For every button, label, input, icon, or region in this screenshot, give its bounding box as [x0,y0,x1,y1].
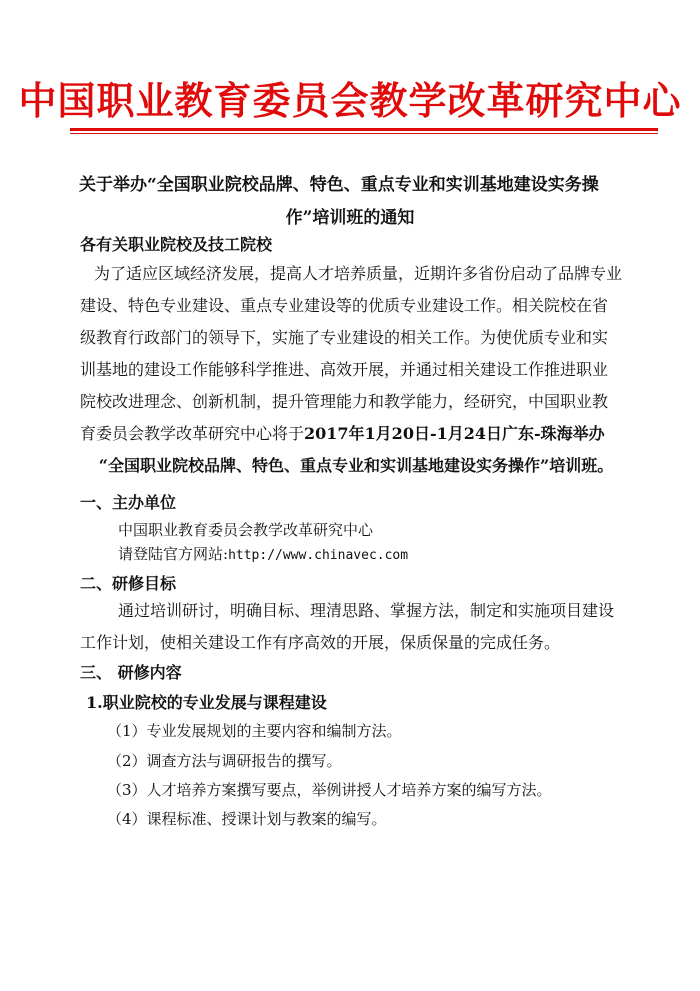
intro-line: 院校改进理念、创新机制，提升管理能力和教学能力，经研究，中国职业教 [80,392,609,411]
section2-heading: 二、研修目标 [80,574,177,593]
intro-line-6 [80,418,632,450]
event-title: “全国职业院校品牌、特色、重点专业和实训基地建设实务操作” [98,456,550,475]
section3-heading: 三、 研修内容 [80,663,182,682]
masthead-rule-thin [70,133,658,134]
masthead-rule-thick [70,128,658,131]
intro-line: 训基地的建设工作能够科学推进、高效开展，并通过相关建设工作推进职业 [80,360,609,379]
content-item: （2）调查方法与调研报告的撰写。 [107,752,342,770]
intro-line-6-text: 育委员会教学改革研究中心将于 [80,424,305,443]
section1-org: 中国职业教育委员会教学改革研究中心 [118,521,374,539]
site-label: 请登陆官方网站: [118,545,229,563]
notice-title-line2: 作”培训班的通知 [285,208,415,228]
intro-line: 为了适应区域经济发展，提高人才培养质量，近期许多省份启动了品牌专业 [94,264,623,283]
section2-line1: 通过培训研讨，明确目标、理清思路、掌握方法，制定和实施项目建设 [118,601,615,620]
content-item: （1）专业发展规划的主要内容和编制方法。 [107,722,402,740]
event-suffix: 培训班。 [549,456,614,475]
section1-site [118,542,408,568]
salutation: 各有关职业院校及技工院校 [80,235,273,254]
intro-paragraph [80,258,632,482]
content-item: （4）课程标准、授课计划与教案的编写。 [107,810,387,828]
notice-title-line1: 关于举办“全国职业院校品牌、特色、重点专业和实训基地建设实务操 [79,175,599,195]
site-url-link[interactable]: http://www.chinavec.com [228,548,409,563]
section3-sub1-heading: 1.职业院校的专业发展与课程建设 [86,693,327,712]
intro-line-7 [80,450,632,482]
intro-line: 建设、特色专业建设、重点专业建设等的优质专业建设工作。相关院校在省 [80,296,609,315]
event-dates: 2017年1月20日-1月24日广东-珠海举办 [304,424,605,443]
intro-line: 级教育行政部门的领导下，实施了专业建设的相关工作。为使优质专业和实 [80,328,609,347]
masthead-org-name: 中国职业教育委员会教学改革研究中心 [18,79,682,123]
section1-heading: 一、主办单位 [80,493,177,512]
content-item: （3）人才培养方案撰写要点，举例讲授人才培养方案的编写方法。 [107,781,552,799]
section2-line2: 工作计划，使相关建设工作有序高效的开展，保质保量的完成任务。 [80,633,561,652]
